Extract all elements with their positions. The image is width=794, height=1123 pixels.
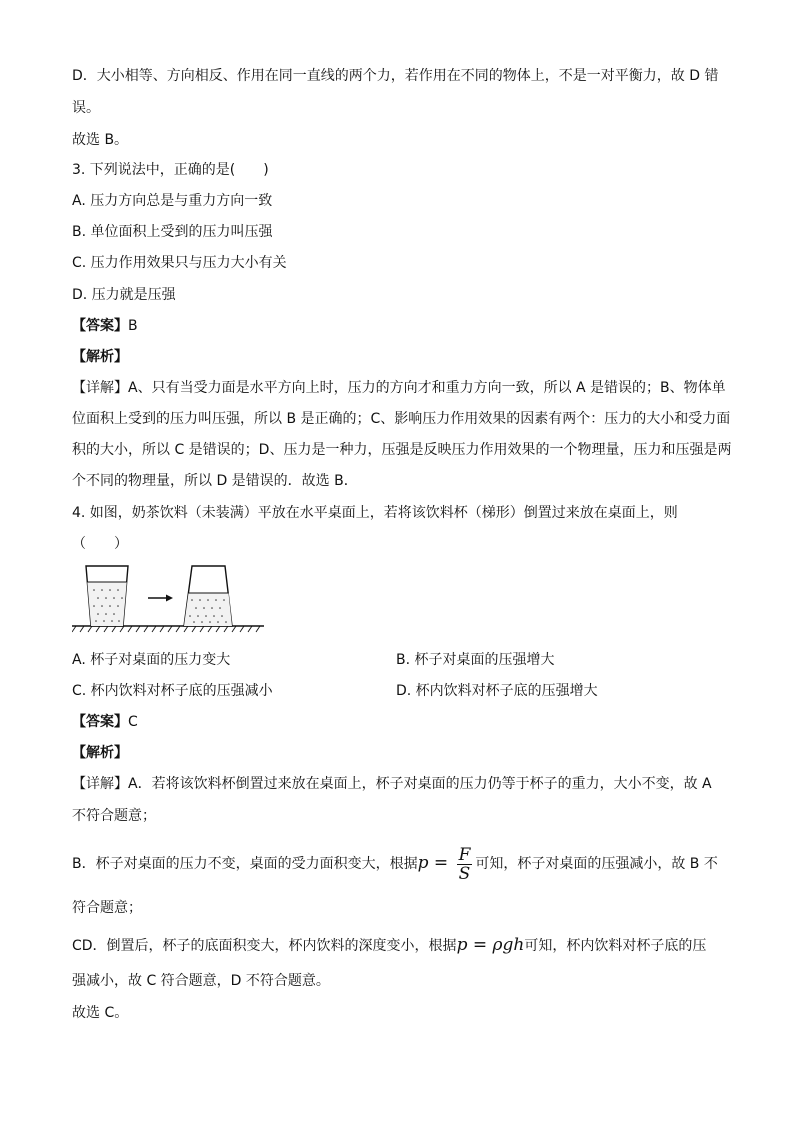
q3-analysis-tag: 【解析】 — [72, 349, 128, 365]
formula-liquid-pressure: p = ρgh — [456, 935, 525, 955]
q4-stem: 4. 如图，奶茶饮料（未装满）平放在水平桌面上，若将该饮料杯（梯形）倒置过来放在桌面上，则 — [72, 505, 678, 521]
q4-detail-b2: 符合题意； — [72, 900, 142, 916]
q4-stem-bracket: （ ） — [72, 536, 128, 552]
table-surface — [72, 626, 264, 632]
formula-pressure: p = — [417, 853, 454, 873]
q4-detail-cd2: 强减小，故 C 符合题意，D 不符合题意。 — [72, 973, 330, 989]
cup-diagram — [72, 560, 272, 634]
arrow — [148, 595, 173, 602]
q4-detail-b1: B．杯子对桌面的压力不变，桌面的受力面积变大，根据p = $\frac{F}{S}$ 可知，杯子对桌面的压强减小，故 B 不 — [72, 844, 718, 884]
q4-detail-a2: 不符合题意； — [72, 808, 156, 824]
q4-option-b: B. 杯子对桌面的压强增大 — [396, 652, 555, 668]
q3-option-d: D. 压力就是压强 — [72, 287, 176, 303]
q3-stem: 3. 下列说法中，正确的是( ) — [72, 162, 269, 178]
q3-option-c: C. 压力作用效果只与压力大小有关 — [72, 255, 287, 271]
q3-detail-line1: 【详解】A、只有当受力面是水平方向上时，压力的方向才和重力方向一致，所以 A 是错误的；B、物体单 — [72, 380, 726, 396]
prev-answer-d-line1: D．大小相等、方向相反、作用在同一直线的两个力，若作用在不同的物体上，不是一对平衡力，故 D 错 — [72, 68, 719, 84]
q4-answer-tag: 【答案】 — [72, 714, 128, 730]
formula-fraction: $\frac{F}{S}$ — [458, 844, 471, 884]
cup-inverted — [184, 566, 232, 626]
q3-detail-line3: 积的大小，所以 C 是错误的；D、压力是一种力，压强是反映压力作用效果的一个物理量，压力和压强是两 — [72, 442, 732, 458]
q4-option-c: C. 杯内饮料对杯子底的压强减小 — [72, 683, 273, 699]
q4-detail-a1: 【详解】A．若将该饮料杯倒置过来放在桌面上，杯子对桌面的压力仍等于杯子的重力，大小不变，故 A — [72, 776, 712, 792]
q4-answer — [72, 712, 138, 732]
q4-choose: 故选 C。 — [72, 1005, 129, 1021]
q3-detail-line4: 个不同的物理量，所以 D 是错误的．故选 B． — [72, 473, 358, 489]
q4-answer-value: C — [128, 714, 138, 730]
q4-detail-cd1: CD．倒置后，杯子的底面积变大，杯内饮料的深度变小，根据p = ρgh可知，杯内饮料对杯子底的压 — [72, 935, 707, 955]
q3-answer — [72, 316, 138, 336]
prev-answer-choose: 故选 B。 — [72, 132, 129, 148]
q4-analysis-tag: 【解析】 — [72, 745, 128, 761]
q4-option-d: D. 杯内饮料对杯子底的压强增大 — [396, 683, 598, 699]
q4-option-a: A. 杯子对桌面的压力变大 — [72, 652, 231, 668]
q3-answer-value: B — [128, 318, 138, 334]
q3-detail-line2: 位面积上受到的压力叫压强，所以 B 是正确的；C、影响压力作用效果的因素有两个：压力的大小和受力面 — [72, 411, 731, 427]
q3-option-a: A. 压力方向总是与重力方向一致 — [72, 193, 273, 209]
prev-answer-d-line2: 误。 — [72, 100, 100, 116]
cup-upright — [86, 566, 128, 626]
q3-option-b: B. 单位面积上受到的压力叫压强 — [72, 224, 273, 240]
q3-answer-tag: 【答案】 — [72, 318, 128, 334]
